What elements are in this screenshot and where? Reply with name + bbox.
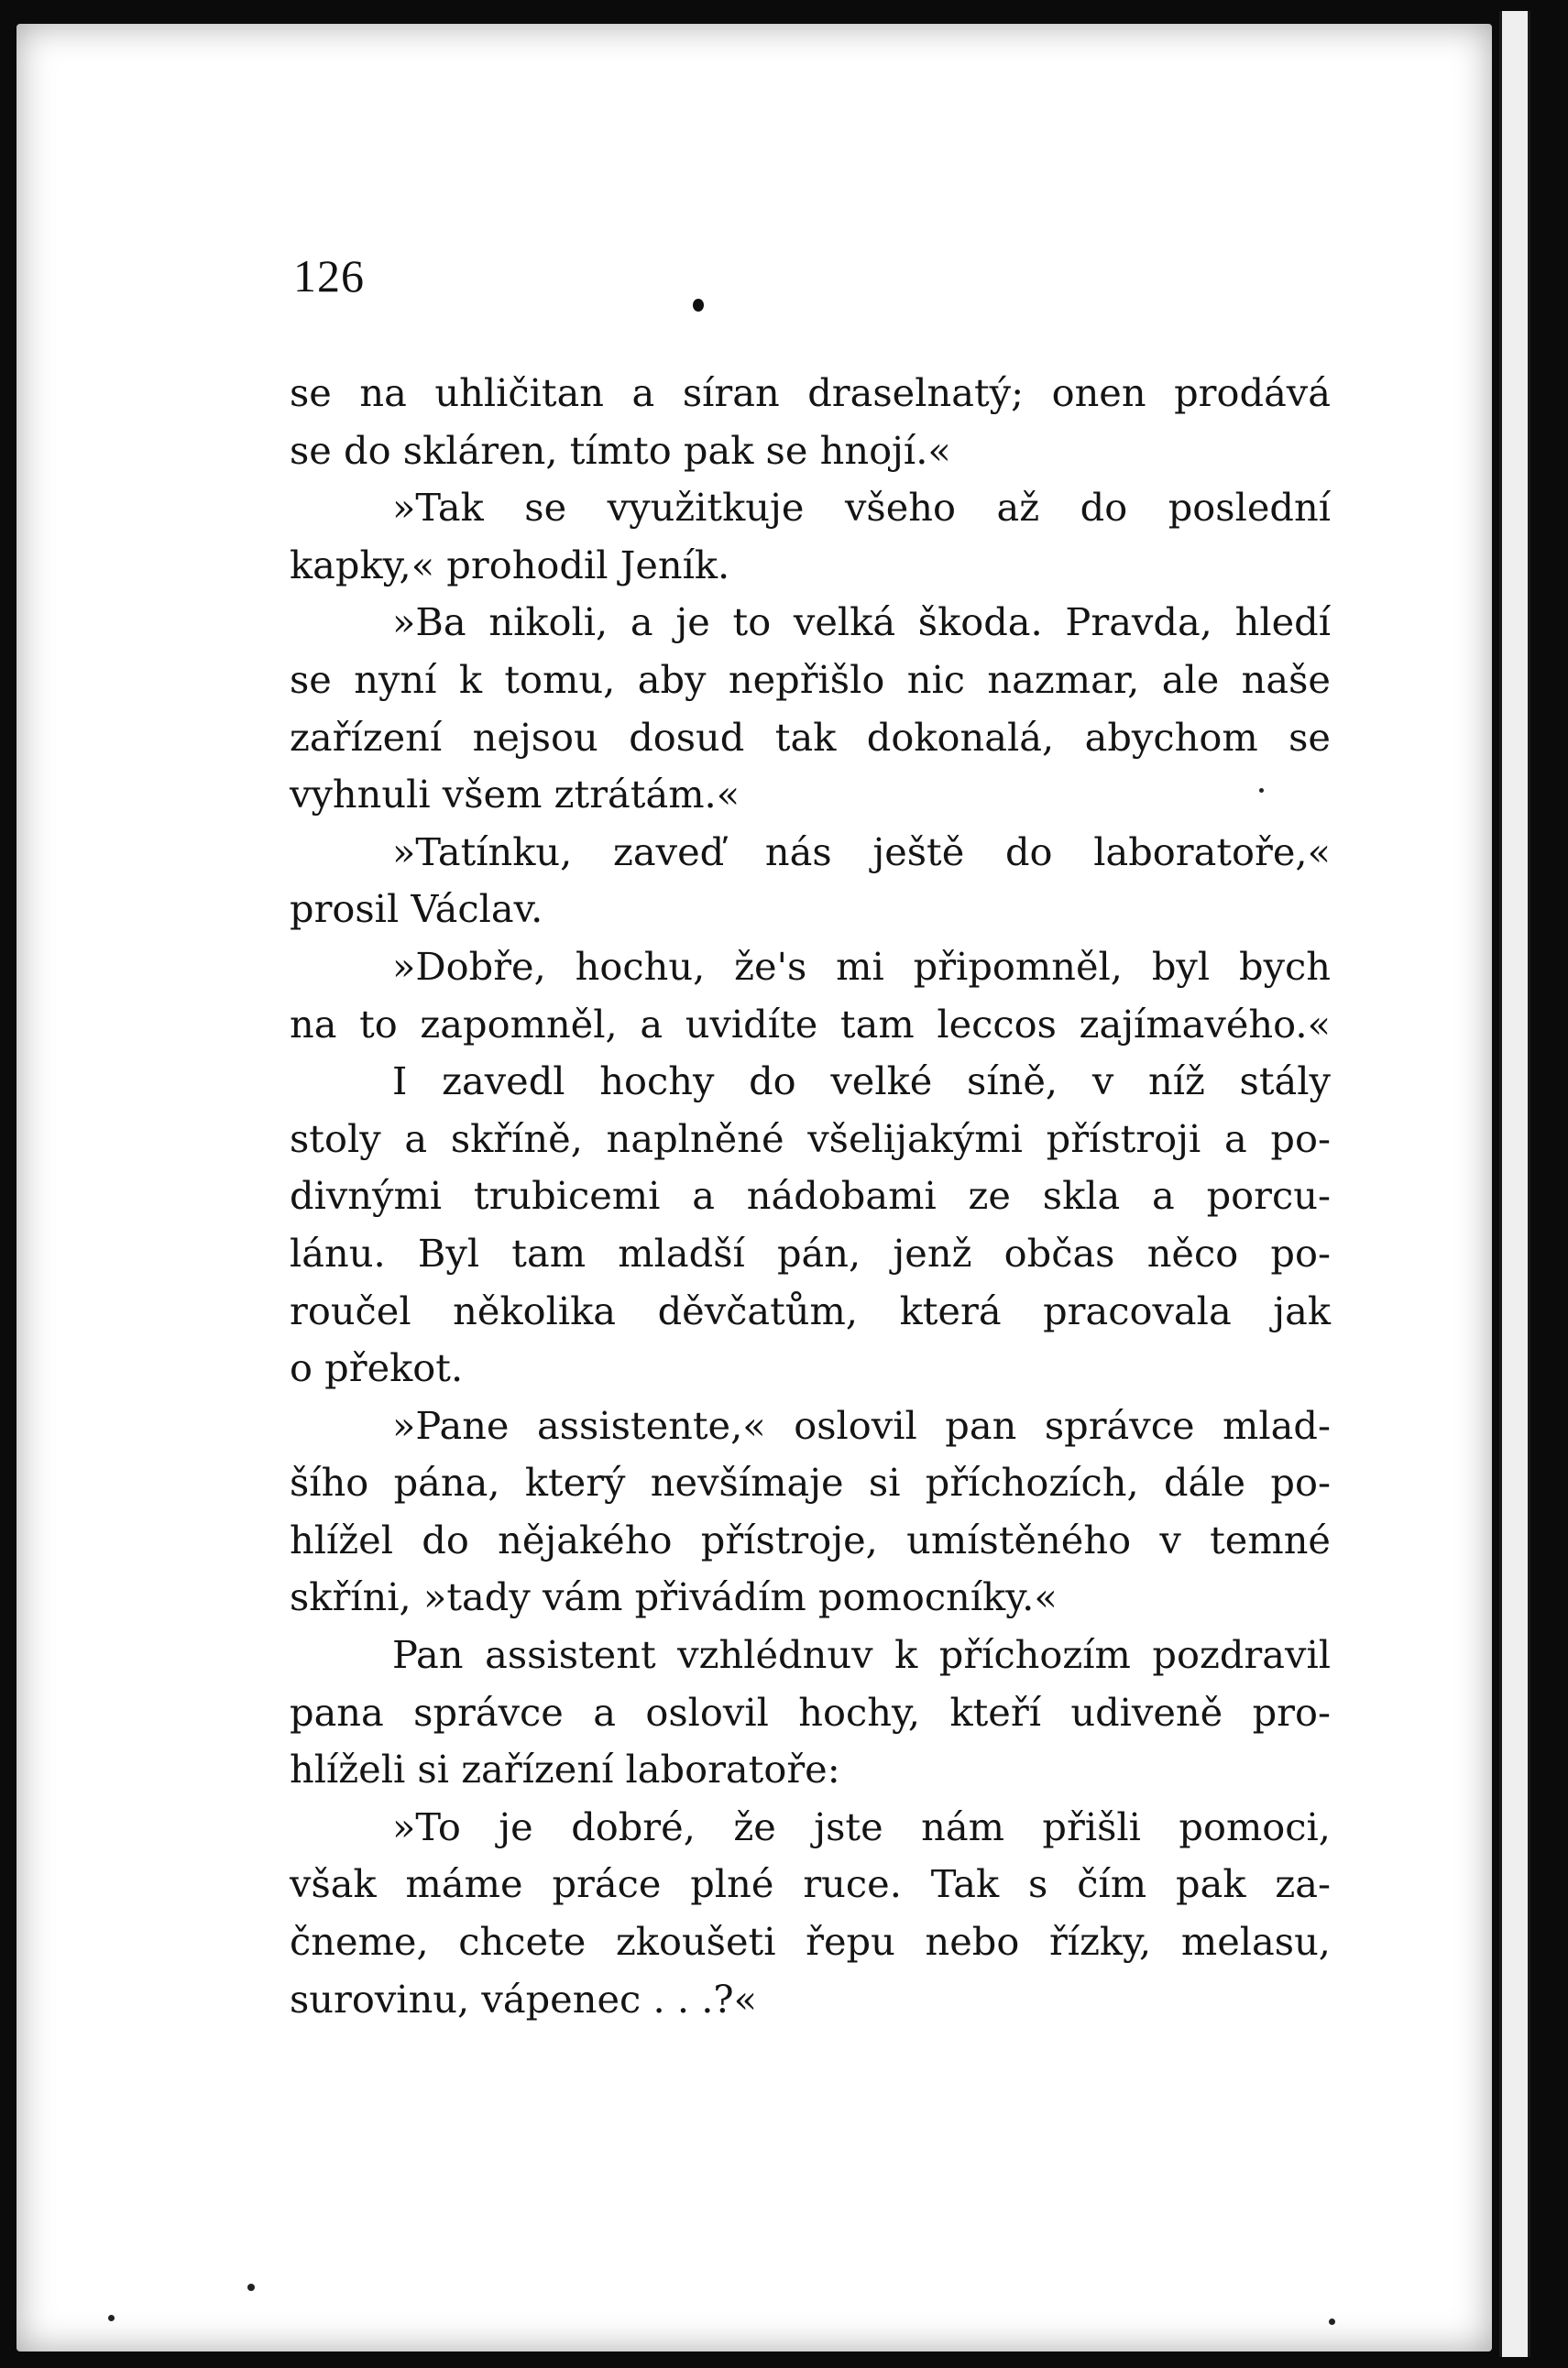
text-line: se na uhličitan a síran draselnatý; onen prodává (290, 370, 1331, 415)
text-line: »Tak se využitkuje všeho až do poslední (392, 485, 1331, 531)
text-line: kapky,« prohodil Jeník. (290, 542, 730, 587)
adjacent-page-edge (1499, 11, 1530, 2357)
text-line: zařízení nejsou dosud tak dokonalá, abychom se (290, 714, 1331, 760)
page-number: 126 (293, 250, 365, 301)
text-line: roučel několika děvčatům, která pracovala jak (290, 1288, 1331, 1333)
text-line: hlíželi si zařízení laboratoře: (290, 1747, 840, 1792)
text-line: Pan assistent vzhlédnuv k příchozím pozdravil (392, 1632, 1331, 1678)
text-line: surovinu, vápenec . . .?« (290, 1976, 758, 2022)
ink-speck (108, 2315, 115, 2321)
text-line: »Ba nikoli, a je to velká škoda. Pravda, hledí (392, 599, 1331, 645)
text-line: divnými trubicemi a nádobami ze skla a porcu- (290, 1173, 1331, 1219)
ink-speck (1329, 2319, 1335, 2325)
text-line: pana správce a oslovil hochy, kteří udiveně pro- (290, 1689, 1331, 1735)
text-line: o překot. (290, 1345, 464, 1391)
ink-speck (1259, 788, 1264, 793)
text-line: stoly a skříně, naplněné všelijakými přístroji a po- (290, 1115, 1331, 1161)
text-line: vyhnuli všem ztrátám.« (290, 772, 740, 817)
text-line: se do skláren, tímto pak se hnojí.« (290, 427, 951, 473)
text-line: však máme práce plné ruce. Tak s čím pak za- (290, 1861, 1331, 1907)
text-line: I zavedl hochy do velké síně, v níž stály (392, 1058, 1331, 1104)
ink-speck (693, 299, 704, 312)
body-text (290, 365, 1331, 2028)
text-line: »Pane assistente,« oslovil pan správce mlad- (392, 1402, 1331, 1448)
text-line: se nyní k tomu, aby nepřišlo nic nazmar, ale naše (290, 656, 1331, 702)
text-line: čneme, chcete zkoušeti řepu nebo řízky, melasu, (290, 1919, 1331, 1965)
text-line: hlížel do nějakého přístroje, umístěného v temné (290, 1517, 1331, 1562)
ink-speck (247, 2284, 255, 2291)
text-line: skříni, »tady vám přivádím pomocníky.« (290, 1574, 1058, 1620)
text-line: na to zapomněl, a uvidíte tam leccos zajímavého.« (290, 1001, 1331, 1047)
text-line: lánu. Byl tam mladší pán, jenž občas něco po- (290, 1230, 1331, 1276)
text-line: šího pána, který nevšímaje si příchozích, dále po- (290, 1460, 1331, 1506)
text-line: »To je dobré, že jste nám přišli pomoci, (392, 1803, 1331, 1849)
text-line: »Dobře, hochu, že's mi připomněl, byl bych (392, 943, 1331, 989)
text-line: prosil Václav. (290, 886, 543, 932)
text-line: »Tatínku, zaveď nás ještě do laboratoře,« (392, 828, 1331, 874)
